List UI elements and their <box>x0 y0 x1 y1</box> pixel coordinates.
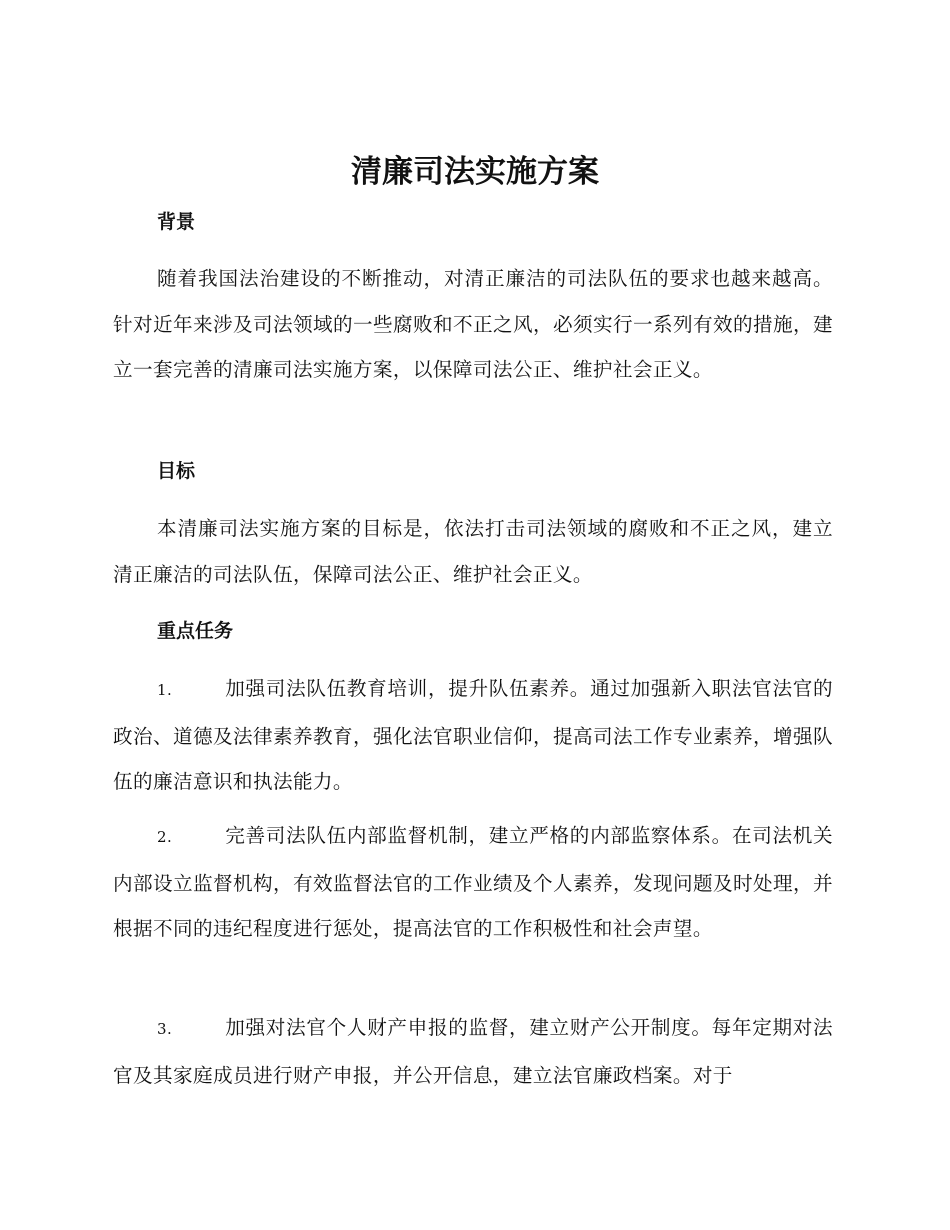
task-item-number: 1. <box>157 681 173 699</box>
task-item-text: 加强对法官个人财产申报的监督，建立财产公开制度。每年定期对法官及其家庭成员进行财产申报，并公开信息，建立法官廉政档案。对于 <box>113 1016 833 1087</box>
document-title: 清廉司法实施方案 <box>351 154 599 190</box>
task-item <box>113 666 833 805</box>
task-item-text: 完善司法队伍内部监督机制，建立严格的内部监察体系。在司法机关内部设立监督机构，有效监督法官的工作业绩及个人素养，发现问题及时处理，并根据不同的违纪程度进行惩处，提高法官的工作积极性和社会声望。 <box>113 824 833 940</box>
task-item <box>113 813 833 952</box>
task-item-text: 加强司法队伍教育培训，提升队伍素养。通过加强新入职法官法官的政治、道德及法律素养教育，强化法官职业信仰，提高司法工作专业素养，增强队伍的廉洁意识和执法能力。 <box>113 677 833 793</box>
task-item-number: 3. <box>157 1020 173 1038</box>
section-heading-goal: 目标 <box>157 460 196 482</box>
paragraph-background: 随着我国法治建设的不断推动，对清正廉洁的司法队伍的要求也越来越高。针对近年来涉及司法领域的一些腐败和不正之风，必须实行一系列有效的措施，建立一套完善的清廉司法实施方案，以保障司法公正、维护社会正义。 <box>113 267 833 381</box>
section-heading-tasks: 重点任务 <box>157 620 234 642</box>
task-item-number: 2. <box>157 828 173 846</box>
paragraph-goal: 本清廉司法实施方案的目标是，依法打击司法领域的腐败和不正之风，建立清正廉洁的司法队伍，保障司法公正、维护社会正义。 <box>113 517 833 586</box>
task-item <box>113 1005 833 1098</box>
section-heading-background: 背景 <box>157 211 196 233</box>
